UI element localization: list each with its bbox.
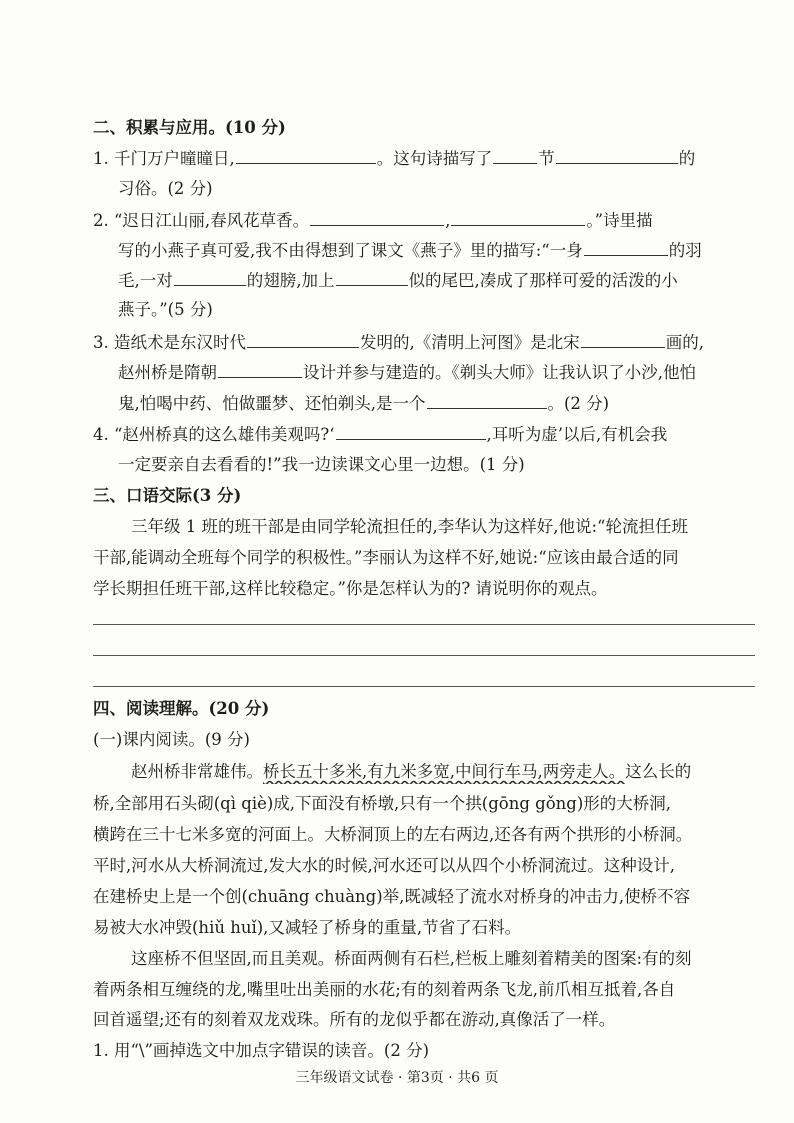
section-4-title: 四、阅读理解。(20 分) [93,699,270,718]
answer-blank[interactable] [247,330,359,348]
section-2-title: 二、积累与应用。(10 分) [93,118,286,137]
reading-question-1: 1. 用“\”画掉选文中加点字错误的读音。(2 分) [93,1041,430,1060]
answer-line[interactable] [93,655,755,656]
question-2-line-3: 毛,一对 的翅膀,加上 似的尾巴,凑成了那样可爱的活泼的小 [118,268,758,293]
section-3-paragraph-line-2: 干部,能调动全班每个同学的积极性。”李丽认为这样不好,她说:“应该由最合适的同 [93,548,679,567]
answer-blank[interactable] [336,422,486,440]
answer-blank[interactable] [236,146,376,164]
question-1-line-2: 习俗。(2 分) [118,179,213,198]
answer-blank[interactable] [451,208,585,226]
passage-paragraph-1-line-6: 易被大水冲毁(hiǔ huǐ),又减轻了桥身的重量,节省了石料。 [93,918,522,937]
answer-line[interactable] [93,624,755,625]
passage-paragraph-1-line-5: 在建桥史上是一个创(chuāng chuàng)举,既减轻了流水对桥身的冲击力,使桥不容 [93,887,691,906]
passage-paragraph-1-line-1: 赵州桥非常雄伟。桥长五十多米,有九米多宽,中间行车马,两旁走人。这么长的 [131,762,692,781]
passage-paragraph-2-line-2: 着两条相互缠绕的龙,嘴里吐出美丽的水花;有的刻着两条飞龙,前爪相互抵着,各自 [93,980,676,999]
answer-blank[interactable] [581,330,665,348]
question-1-line-1: 1. 千门万户曈曈日, 。这句诗描写了 节 的 [93,146,758,171]
answer-blank[interactable] [427,391,547,409]
passage-paragraph-1-line-3: 横跨在三十七米多宽的河面上。大桥洞顶上的左右两边,还各有两个拱形的小桥洞。 [93,825,693,844]
question-2-line-2: 写的小燕子真可爱,我不由得想到了课文《燕子》里的描写:“一身 的羽 [118,238,758,263]
passage-paragraph-2-line-3: 回首遥望;还有的刻着双龙戏珠。所有的龙似乎都在游动,真像活了一样。 [93,1010,616,1029]
question-4-line-1: 4. “赵州桥真的这么雄伟美观吗?‘ ,耳听为虚’以后,有机会我 [93,422,758,447]
answer-blank[interactable] [584,238,668,256]
section-3-paragraph-line-3: 学长期担任班干部,这样比较稳定。”你是怎样认为的? 请说明你的观点。 [93,579,608,598]
subsection-1-title: (一)课内阅读。(9 分) [93,730,250,749]
passage-paragraph-2-line-1: 这座桥不但坚固,而且美观。桥面两侧有石栏,栏板上雕刻着精美的图案:有的刻 [131,949,692,968]
passage-paragraph-1-line-2: 桥,全部用石头砌(qì qiè)成,下面没有桥墩,只有一个拱(gōng gǒng)形的大桥洞, [93,794,672,813]
answer-blank[interactable] [218,360,302,378]
question-4-line-2: 一定要亲自去看看的!”我一边读课文心里一边想。(1 分) [118,455,525,474]
answer-line[interactable] [93,686,755,687]
answer-blank[interactable] [174,268,246,286]
answer-blank[interactable] [310,208,444,226]
answer-blank[interactable] [556,146,678,164]
answer-blank[interactable] [336,268,408,286]
wavy-underlined-sentence: 桥长五十多米,有九米多宽,中间行车马,两旁走人。 [263,762,626,781]
page-footer: 三年级语文试卷 · 第3页 · 共6 页 [295,1070,499,1086]
passage-paragraph-1-line-4: 平时,河水从大桥洞流过,发大水的时候,河水还可以从四个小桥洞流过。这种设计, [93,856,675,875]
question-2-line-4: 燕子。”(5 分) [118,300,213,319]
question-2-line-1: 2. “迟日江山丽,春风花草香。 , 。”诗里描 [93,208,758,233]
question-3-line-3: 鬼,怕喝中药、怕做噩梦、还怕剃头,是一个 。(2 分) [118,391,758,416]
question-3-line-1: 3. 造纸术是东汉时代 发明的,《清明上河图》是北宋 画的, [93,330,758,355]
section-3-paragraph-line-1: 三年级 1 班的班干部是由同学轮流担任的,李华认为这样好,他说:“轮流担任班 [131,517,688,536]
question-3-line-2: 赵州桥是隋朝 设计并参与建造的。《剃头大师》让我认识了小沙,他怕 [118,360,758,385]
answer-blank[interactable] [493,146,537,164]
section-3-title: 三、口语交际(3 分) [93,486,242,505]
